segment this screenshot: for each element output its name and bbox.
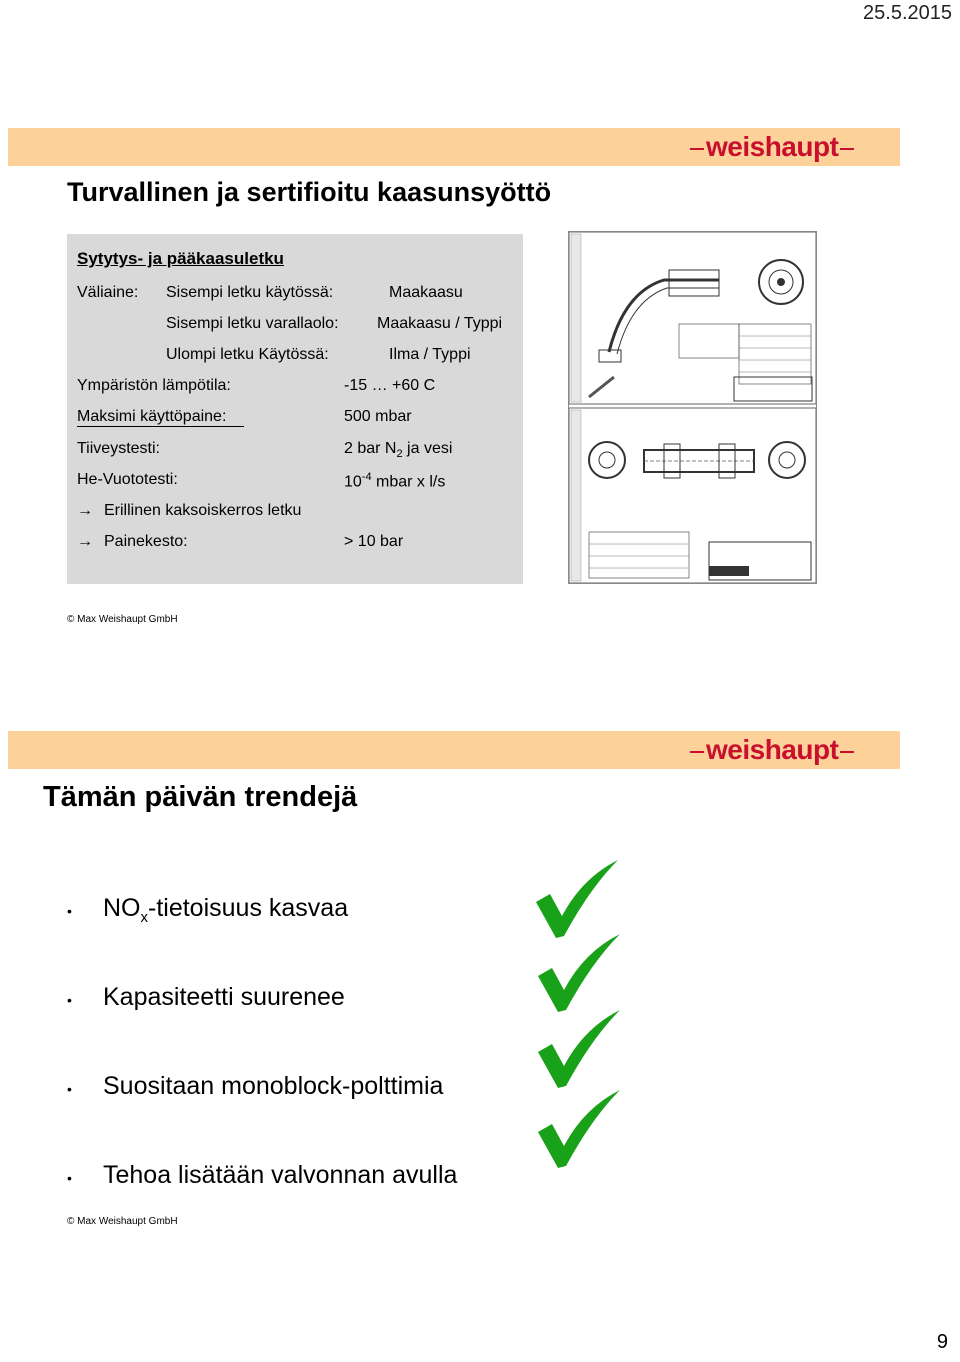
- arrow-item: → Painekesto:: [77, 533, 188, 550]
- page-number: 9: [936, 1331, 948, 1353]
- bullet-item: • Suositaan monoblock-polttimia: [67, 1072, 444, 1100]
- spec-sublabel: Ulompi letku Käytössä:: [166, 346, 329, 363]
- technical-drawing: [568, 231, 817, 584]
- check-mark-icon: [538, 934, 620, 1012]
- spec-label: Maksimi käyttöpaine:: [77, 408, 244, 427]
- bullet-icon: •: [67, 1170, 72, 1186]
- bullet-icon: •: [67, 903, 72, 919]
- weishaupt-logo: weishaupt: [688, 128, 856, 166]
- check-mark-icon: [538, 1090, 620, 1168]
- spec-value: $10^{-4}$ mbar x l/s: [344, 471, 446, 491]
- spec-sublabel: Sisempi letku käytössä:: [166, 284, 334, 301]
- arrow-icon: →: [77, 502, 93, 519]
- spec-value: Maakaasu: [389, 284, 463, 301]
- check-mark-icon: [538, 1010, 620, 1088]
- bullet-item: • Kapasiteetti suurenee: [67, 983, 345, 1011]
- spec-value: -15 … +60 C: [344, 377, 436, 394]
- arrow-item: → Erillinen kaksoiskerros letku: [77, 502, 302, 519]
- bullet-item: • Tehoa lisätään valvonnan avulla: [67, 1161, 458, 1189]
- spec-sublabel: Sisempi letku varallaolo:: [166, 315, 339, 332]
- copyright: © Max Weishaupt GmbH: [67, 1216, 178, 1227]
- spec-value: Maakaasu / Typpi: [377, 315, 503, 332]
- spec-value: 2 bar $N_2$ ja vesi: [344, 440, 453, 461]
- spec-label: He-Vuototesti:: [77, 471, 178, 488]
- copyright: © Max Weishaupt GmbH: [67, 614, 178, 625]
- weishaupt-logo: weishaupt: [688, 731, 856, 769]
- check-mark-icon: [536, 860, 618, 938]
- slide-title: Tämän päivän trendejä: [43, 781, 358, 813]
- date: 25.5.2015: [863, 2, 952, 24]
- spec-value: 500 mbar: [344, 408, 412, 425]
- slide-title: Turvallinen ja sertifioitu kaasunsyöttö: [67, 177, 552, 207]
- check-marks: [532, 858, 624, 1170]
- arrow-icon: →: [77, 533, 93, 550]
- bullet-item: • $NO_x$-tietoisuus kasvaa: [67, 894, 349, 926]
- spec-label: Ympäristön lämpötila:: [77, 377, 231, 394]
- spec-value: > 10 bar: [344, 533, 404, 550]
- box-heading: Sytytys- ja pääkaasuletku: [77, 249, 284, 268]
- spec-label: Tiiveystesti:: [77, 440, 160, 457]
- spec-label: Väliaine:: [77, 284, 139, 301]
- bullet-icon: •: [67, 992, 72, 1008]
- spec-value: Ilma / Typpi: [389, 346, 471, 363]
- bullet-icon: •: [67, 1081, 72, 1097]
